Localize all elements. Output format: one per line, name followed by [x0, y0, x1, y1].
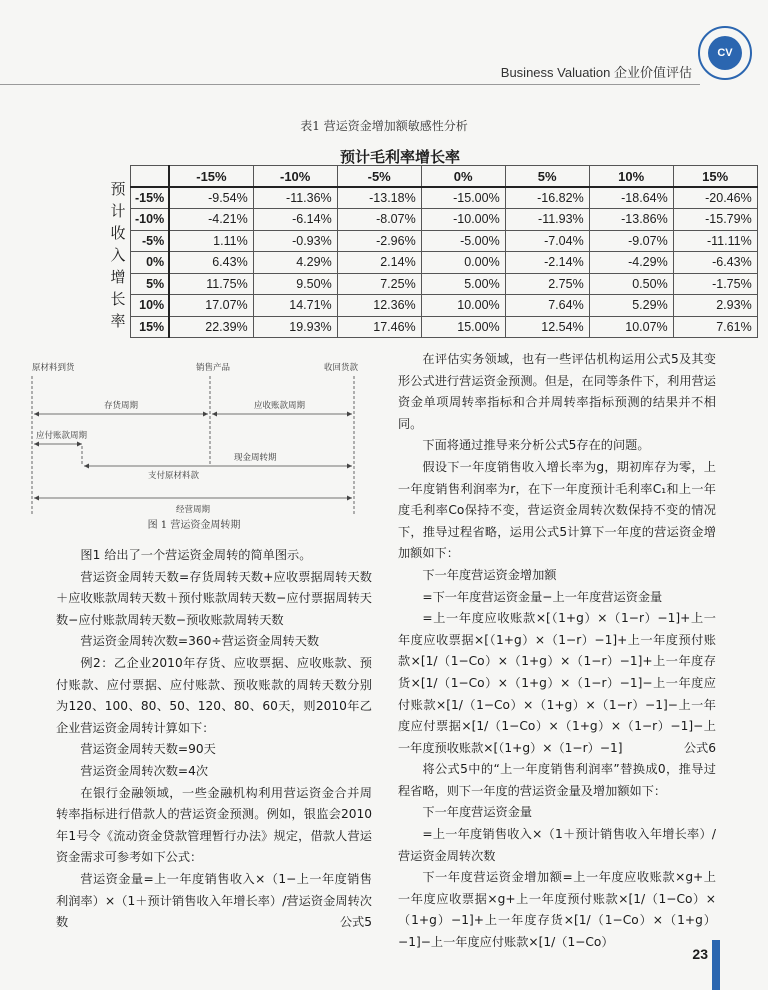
formula-tag: 公式6 [683, 740, 716, 755]
table-row-header: 15% [131, 316, 170, 338]
table-row-header: 10% [131, 295, 170, 317]
table-row [131, 273, 758, 295]
page-accent-bar [712, 940, 720, 990]
table-cell: 0.50% [589, 273, 673, 295]
table-col-group-title: 预计毛利率增长率 [339, 148, 460, 166]
table-col-header: -10% [253, 166, 337, 188]
table-row [131, 209, 758, 231]
table-cell: 11.75% [169, 273, 253, 295]
table-col-header: -5% [337, 166, 421, 188]
right-column [398, 349, 716, 954]
table-cell: 2.75% [505, 273, 589, 295]
page-number: 23 [692, 946, 708, 962]
table-cell: -18.64% [589, 187, 673, 209]
label-receivable-period: 应收账款周期 [254, 401, 306, 411]
table-cell: -9.07% [589, 230, 673, 252]
table-cell: 15.00% [421, 316, 505, 338]
table-cell: -9.54% [169, 187, 253, 209]
paragraph: 例2：乙企业2010年存货、应收票据、应收账款、预付账款、应付票据、应付账款、预收账款的周转天数分别为120、100、80、50、120、80、60天，则2010年乙企业营运资金周转计算如下： [56, 655, 372, 735]
left-column [56, 545, 372, 934]
table-col-header: 15% [673, 166, 757, 188]
paragraph: 在银行金融领域，一些金融机构利用营运资金合并周转率指标进行借款人的营运资金预测。例如，银监会2010年1号令《流动资金贷款管理暂行办法》规定，借款人营运资金需求可参考如下公式： [56, 785, 372, 865]
table-cell: 12.54% [505, 316, 589, 338]
table-cell: -10.00% [421, 209, 505, 231]
table-row [131, 295, 758, 317]
row-group-char: 率 [110, 312, 126, 330]
table-col-header: 0% [421, 166, 505, 188]
paragraph: 下面将通过推导来分析公式5存在的问题。 [422, 438, 650, 453]
row-group-char: 收 [110, 224, 126, 242]
paragraph: 营运资金周转天数=存货周转天数+应收票据周转天数＋应收账款周转天数＋预付账款周转天数−应付票据周转天数−应付账款周转天数−预收账款周转天数 [56, 569, 372, 627]
table-cell: 9.50% [253, 273, 337, 295]
table-cell: 10.00% [421, 295, 505, 317]
paragraph: 下一年度营运资金增加额=上一年度应收账款×g+上一年度应收票据×g+上一年度预付账款×[1/（1−Co）×（1+g）−1]+上一年度存货×[1/（1−Co）×（1+g）−1]−上一年度应付账款×[1/（1−Co） [398, 870, 716, 950]
table-cell: 22.39% [169, 316, 253, 338]
table-row [131, 230, 758, 252]
table-cell: -11.11% [673, 230, 757, 252]
paragraph: 营运资金周转天数=90天 [80, 742, 216, 757]
table-cell: -2.96% [337, 230, 421, 252]
table-cell: -6.14% [253, 209, 337, 231]
row-group-char: 长 [110, 290, 126, 308]
paragraph: 假设下一年度销售收入增长率为g，期初库存为零，上一年度销售利润率为r，在下一年度预计毛利率C₁和上一年度毛利率Co保持不变，营运资金周转次数保持不变的情况下，推导过程省略，运用公式5计算下一年度的营运资金增加额如下： [398, 459, 716, 561]
paragraph: 将公式5中的“上一年度销售利润率”替换成0，推导过程省略，则下一年度的营运资金量及增加额如下： [398, 762, 716, 798]
table-row-header: 5% [131, 273, 170, 295]
label-payable-period: 应付账款周期 [36, 431, 88, 441]
paragraph: 下一年度营运资金增加额 [422, 567, 557, 582]
logo-mark: CV [708, 36, 742, 70]
table-cell: -6.43% [673, 252, 757, 274]
table-cell: -2.14% [505, 252, 589, 274]
table-cell: 14.71% [253, 295, 337, 317]
table-cell: 7.64% [505, 295, 589, 317]
table-cell: 10.07% [589, 316, 673, 338]
table-row-group-title [108, 178, 128, 332]
figure-caption: 图 1 营运资金周转期 [147, 520, 241, 531]
table-cell: 1.11% [169, 230, 253, 252]
formula-text: =上一年度应收账款×[（1+g）×（1−r）−1]+上一年度应收票据×[（1+g）×（1−r）−1]+上一年度预付账款×[1/（1−Co）×（1+g）×（1−r）−1]+上一年度存货×[1/（1−Co）×（1+g）×（1−r）−1]−上一年度应付账款×[1/（1−Co）×（1+g）×（1−r）−1]−上一年度应付票据×[1/（1−Co）×（1+g）×（1−r）−1]−上一年度预收账款×[（1+g）×（1−r）−1] [398, 611, 716, 755]
table-cell: 7.61% [673, 316, 757, 338]
table-cell: -15.00% [421, 187, 505, 209]
sensitivity-table [130, 165, 758, 338]
paragraph: 营运资金周转次数=4次 [80, 763, 209, 778]
table-cell: -13.18% [337, 187, 421, 209]
formula-paragraph [56, 869, 372, 934]
table-cell: 17.46% [337, 316, 421, 338]
table-row-header: -15% [131, 187, 170, 209]
paragraph: 下一年度营运资金量 [422, 805, 533, 820]
table-cell: -11.93% [505, 209, 589, 231]
table-row [131, 316, 758, 338]
table-cell: -13.86% [589, 209, 673, 231]
row-group-char: 入 [110, 246, 126, 264]
table-cell: 6.43% [169, 252, 253, 274]
row-group-char: 增 [110, 268, 126, 286]
table-cell: 0.00% [421, 252, 505, 274]
table-row-header: -5% [131, 230, 170, 252]
table-cell: 19.93% [253, 316, 337, 338]
header-rule [0, 84, 700, 85]
table-cell: 7.25% [337, 273, 421, 295]
table-cell: -15.79% [673, 209, 757, 231]
table-header-row [131, 166, 758, 188]
table-cell: 12.36% [337, 295, 421, 317]
paragraph: =下一年度营运资金量−上一年度营运资金量 [422, 589, 663, 604]
table-col-header: 10% [589, 166, 673, 188]
table-caption: 表1 营运资金增加额敏感性分析 [300, 119, 468, 133]
formula-tag: 公式5 [339, 915, 372, 930]
table-row [131, 187, 758, 209]
table-col-header: -15% [169, 166, 253, 188]
label-inventory-period: 存货周期 [104, 401, 139, 411]
paragraph: 在评估实务领域，也有一些评估机构运用公式5及其变形公式进行营运资金预测。但是，在同等条件下，利用营运资金单项周转率指标和合并周转率指标预测的结果并不相同。 [398, 352, 716, 431]
table-cell: 5.29% [589, 295, 673, 317]
table-cell: -8.07% [337, 209, 421, 231]
journal-logo [698, 26, 752, 80]
label-collect: 收回货款 [324, 363, 359, 373]
table-cell: 2.14% [337, 252, 421, 274]
table-cell: -7.04% [505, 230, 589, 252]
table-col-header: 5% [505, 166, 589, 188]
table-cell: 17.07% [169, 295, 253, 317]
label-cash-cycle: 现金周转期 [234, 453, 277, 463]
formula-text: 营运资金量=上一年度销售收入×（1−上一年度销售利润率）×（1＋预计销售收入年增长率）/营运资金周转次数 [56, 871, 372, 930]
table-cell: -11.36% [253, 187, 337, 209]
table-cell: 4.29% [253, 252, 337, 274]
label-sold: 销售产品 [196, 363, 231, 373]
row-group-char: 计 [110, 202, 126, 220]
table-cell: 5.00% [421, 273, 505, 295]
table-row-header: -10% [131, 209, 170, 231]
table-cell: -0.93% [253, 230, 337, 252]
formula-paragraph [398, 608, 716, 759]
label-operating-cycle: 经营周期 [176, 505, 211, 515]
label-pay-raw: 支付原材料款 [148, 471, 200, 481]
header-title: Business Valuation 企业价值评估 [500, 65, 692, 80]
table-row [131, 252, 758, 274]
table-cell: -1.75% [673, 273, 757, 295]
row-group-char: 预 [110, 180, 126, 198]
table-cell: -20.46% [673, 187, 757, 209]
table-cell: -4.29% [589, 252, 673, 274]
table-cell: -16.82% [505, 187, 589, 209]
table-cell: -5.00% [421, 230, 505, 252]
table-cell: 2.93% [673, 295, 757, 317]
table-corner [131, 166, 170, 188]
paragraph: 营运资金周转次数=360÷营运资金周转天数 [80, 634, 320, 649]
table-cell: -4.21% [169, 209, 253, 231]
label-raw-materials: 原材料到货 [32, 363, 75, 373]
paragraph: =上一年度销售收入×（1＋预计销售收入年增长率）/营运资金周转次数 [398, 827, 716, 863]
table-row-header: 0% [131, 252, 170, 274]
paragraph: 图1 给出了一个营运资金周转的简单图示。 [80, 548, 312, 562]
